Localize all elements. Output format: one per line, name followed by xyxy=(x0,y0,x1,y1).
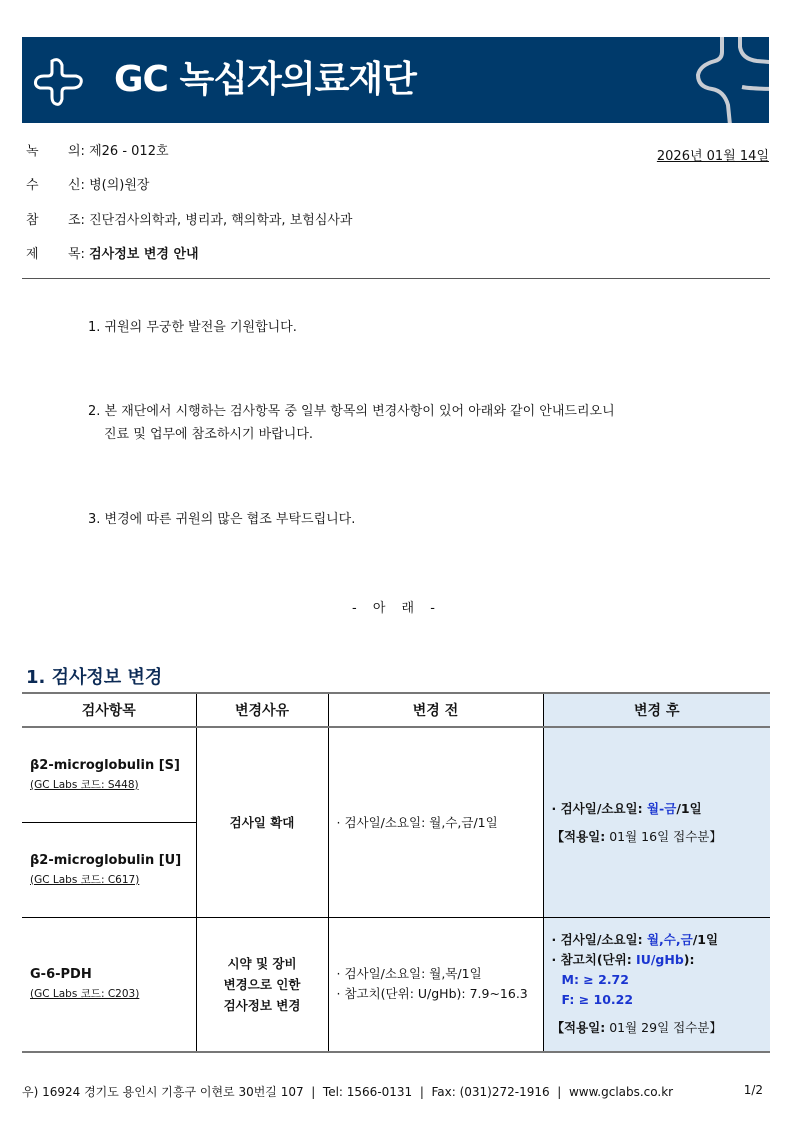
header-reason: 변경사유 xyxy=(196,693,328,727)
meta-subject: 제 목: 검사정보 변경 안내 xyxy=(26,247,199,262)
header-after: 변경 후 xyxy=(543,693,770,727)
before-cell: · 검사일/소요일: 월,수,금/1일 xyxy=(328,727,543,917)
paragraph-1: 1. 귀원의 무궁한 발전을 기원합니다. xyxy=(88,320,297,335)
header-before: 변경 전 xyxy=(328,693,543,727)
document-date: 2026년 01월 14일 xyxy=(656,149,769,164)
test-item-g6pdh: G-6-PDH (GC Labs 코드: C203) xyxy=(22,917,196,1052)
change-table xyxy=(22,692,770,1053)
before-cell: · 검사일/소요일: 월,목/1일 · 참고치(단위: U/gHb): 7.9~16.3 xyxy=(328,917,543,1052)
after-cell: · 검사일/소요일: 월-금/1일 【적용일: 01월 16일 접수분】 xyxy=(543,727,770,917)
meta-doc-number: 녹 의: 제26 - 012호 xyxy=(26,144,169,159)
test-item-b2m-u: β2-microglobulin [U] (GC Labs 코드: C617) xyxy=(22,822,196,917)
table-row xyxy=(22,917,770,1052)
gc-cross-watermark-icon xyxy=(682,37,769,123)
footer-address: 우) 16924 경기도 용인시 기흥구 이현로 30번길 107 | Tel: 1566-0131 | Fax: (031)272-1916 | www.gclabs.co.kr xyxy=(22,1085,674,1099)
paragraph-3: 3. 변경에 따른 귀원의 많은 협조 부탁드립니다. xyxy=(88,512,356,527)
divider xyxy=(22,278,770,279)
meta-recipient: 수 신: 병(의)원장 xyxy=(26,178,150,193)
after-cell: · 검사일/소요일: 월,수,금/1일 · 참고치(단위: IU/gHb): M: ≥ 2.72 F: ≥ 10.22 【적용일: 01월 29일 접수분】 xyxy=(543,917,770,1052)
reason-cell: 시약 및 장비 변경으로 인한 검사정보 변경 xyxy=(196,917,328,1052)
page-number: 1/2 xyxy=(743,1083,763,1097)
paragraph-2: 2. 본 재단에서 시행하는 검사항목 중 일부 항목의 변경사항이 있어 아래와 같이 안내드리오니 진료 및 업무에 참조하시기 바랍니다. xyxy=(88,404,615,442)
logo-text: GC 녹십자의료재단 xyxy=(114,59,416,100)
table-row xyxy=(22,727,770,822)
test-item-b2m-s: β2-microglobulin [S] (GC Labs 코드: S448) xyxy=(22,727,196,822)
header-banner xyxy=(22,37,769,123)
section-title: 1. 검사정보 변경 xyxy=(26,667,163,688)
arae-heading: - 아 래 - xyxy=(352,601,441,616)
header-item: 검사항목 xyxy=(22,693,196,727)
meta-reference: 참 조: 진단검사의학과, 병리과, 핵의학과, 보험심사과 xyxy=(26,213,353,228)
reason-cell: 검사일 확대 xyxy=(196,727,328,917)
table-header-row xyxy=(22,693,770,727)
gc-cross-logo-icon xyxy=(32,57,86,107)
